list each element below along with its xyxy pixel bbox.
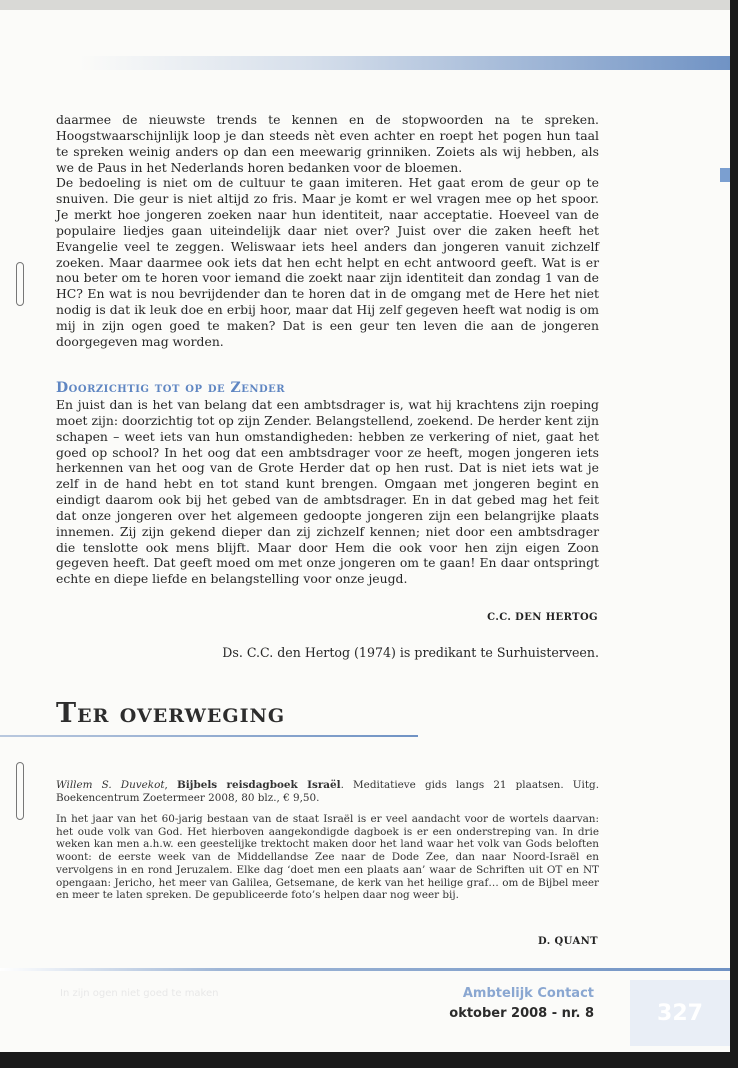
review-text: In het jaar van het 60-jarig bestaan van de staat Israël is er veel aandacht voor de wortels daarvan: het oude volk van God. Het hierboven aangekondigde dagboek is er een onderstreping van. In drie weken kan men a.h.w. een geestelijke trektocht maken door het land waar het volk van Gods beloften woont: de eerste week van de Middellandse Zee naar de Dode Zee, dan naar Noord-Israël en vervolgens in en rond Jeruzalem. Elke dag ‘doet men een plaats aan’ waar de Schriften uit OT en NT opengaan: Jericho, het meer van Galilea, Getsemane, de kerk van het heilige graf… om de Bijbel meer en meer te laten spreken. De gepubliceerde foto’s helpen daar nog weer bij. — [56, 813, 599, 902]
article-body-section — [56, 397, 599, 587]
article-paragraph: daarmee de nieuwste trends te kennen en de stopwoorden na te spreken. Hoogstwaarschijnlijk loop je dan steeds nèt even achter en roept het pogen hun taal te spreken weinig anders op dan een meewarig grinniken. Zoiets als wij hebben, als we de Paus in het Nederlands horen bedanken voor de bloemen. — [56, 112, 599, 175]
book-details: . Meditatieve gids langs 21 plaatsen. Uitg. Boekencentrum Zoetermeer 2008, 80 blz., € 9,50. — [56, 779, 599, 804]
footer-rule — [0, 968, 730, 971]
header-gradient-bar — [80, 56, 730, 70]
author-note: Ds. C.C. den Hertog (1974) is predikant te Surhuisterveen. — [222, 645, 599, 660]
book-citation: Willem S. Duvekot, Bijbels reisdagboek Israël. Meditatieve gids langs 21 plaatsen. Uitg. Boekencentrum Zoetermeer 2008, 80 blz., € 9,50. — [56, 779, 599, 804]
top-band — [0, 0, 730, 10]
page-number-box — [630, 980, 730, 1046]
article-body-top — [56, 112, 599, 350]
page-number: 327 — [657, 1000, 703, 1026]
footer-issue: oktober 2008 - nr. 8 — [449, 1006, 594, 1021]
binder-clip-icon — [16, 762, 24, 820]
book-author: Willem S. Duvekot — [56, 779, 165, 791]
author-signature: C.C. DEN HERTOG — [487, 612, 598, 623]
section-title: Ter overweging — [56, 698, 286, 729]
section-subheading: Doorzichtig tot op de Zender — [56, 380, 286, 396]
review-signature: D. QUANT — [538, 936, 598, 947]
side-tab-marker — [720, 168, 730, 182]
section-rule — [0, 735, 418, 737]
footer-brand: Ambtelijk Contact — [462, 986, 594, 1001]
binder-clip-icon — [16, 262, 24, 306]
article-paragraph: En juist dan is het van belang dat een ambtsdrager is, wat hij krachtens zijn roeping moet zijn: doorzichtig tot op zijn Zender. Belangstellend, zoekend. De herder kent zijn schapen – weet iets van hun omstandigheden: hebben ze verkering of niet, gaat het goed op school? In het oog dat een ambtsdrager voor ze heeft, mogen jongeren iets herkennen van het oog van de Grote Herder dat op hen rust. Dat is niet iets wat je zelf in de hand hebt en tot stand kunt brengen. Omgaan met jongeren begint en eindigt daarom ook bij het gebed van de ambtsdrager. En in dat gebed mag het feit dat onze jongeren over het algemeen gedoopte jongeren zijn een belangrijke plaats innemen. Zij zijn gekend dieper dan zij zichzelf kennen; niet door een ambtsdrager die tenslotte ook mens blijft. Maar door Hem die ook voor hen zijn eigen Zoon gegeven heeft. Dat geeft moed om met onze jongeren om te gaan! En daar ontspringt echte en diepe liefde en belangstelling voor onze jeugd. — [56, 397, 599, 587]
article-paragraph: De bedoeling is niet om de cultuur te gaan imiteren. Het gaat erom de geur op te snuiven. Die geur is niet altijd zo fris. Maar je komt er wel vragen mee op het spoor. Je merkt hoe jongeren zoeken naar hun identiteit, naar acceptatie. Hoeveel van de populaire liedjes gaan uiteindelijk daar niet over? Juist over die zaken heeft het Evangelie veel te zeggen. Weliswaar iets heel anders dan jongeren vanuit zichzelf zoeken. Maar daarmee ook iets dat hen echt helpt en echt antwoord geeft. Wat is er nou beter om te horen voor iemand die zoekt naar zijn identiteit dan zondag 1 van de HC? En wat is nou bevrijdender dan te horen dat in de omgang met de Here het niet nodig is dat ik leuk doe en erbij hoor, maar dat Hij zelf gegeven heeft wat nodig is om mij in zijn ogen goed te maken? Dat is een geur ten leven die aan de jongeren doorgegeven mag worden. — [56, 175, 599, 349]
footer-running-title: In zijn ogen niet goed te maken — [60, 988, 219, 999]
book-title: Bijbels reisdagboek Israël — [176, 779, 341, 791]
